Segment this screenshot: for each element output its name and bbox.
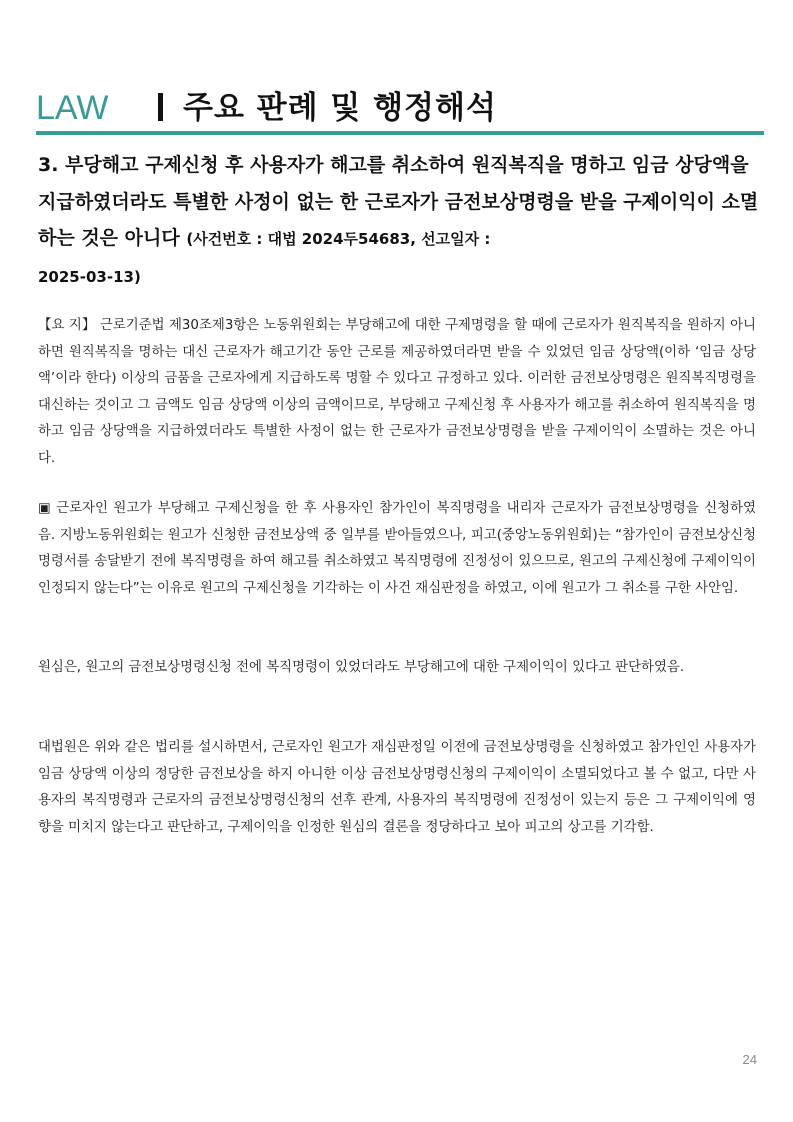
header-separator-bar <box>158 93 163 121</box>
header-rule <box>36 131 764 135</box>
page-number: 24 <box>742 1052 757 1067</box>
case-meta-date: 2025-03-13) <box>38 267 141 286</box>
summary-paragraph: 【요 지】 근로기준법 제30조제3항은 노동위원회는 부당해고에 대한 구제명령을 할 때에 근로자가 원직복직을 원하지 아니하면 원직복직을 명하는 대신 근로자가 해고기간 동안 근로를 제공하였더라면 받을 수 있었던 임금 상당액(이하 ‘임금 상당액’이라 한다) 이상의 금품을 근로자에게 지급하도록 명할 수 있다고 규정하고 있다. 이러한 금전보상명령은 원직복직명령을 대신하는 것이고 그 금액도 임금 상당액 이상의 금액이므로, 부당해고 구제신청 후 사용자가 해고를 취소하여 원직복직을 명하고 임금 상당액을 지급하였더라도 특별한 사정이 없는 한 근로자가 금전보상명령을 받을 구제이익이 소멸하는 것은 아니다. <box>38 318 756 466</box>
case-title <box>38 147 762 295</box>
case-title-text: 3. 부당해고 구제신청 후 사용자가 해고를 취소하여 원직복직을 명하고 임금 상당액을 지급하였더라도 특별한 사정이 없는 한 근로자가 금전보상명령을 받을 구제이익이 소멸하는 것은 아니다 <box>38 154 759 249</box>
page-header <box>36 88 760 128</box>
lower-court-paragraph: 원심은, 원고의 금전보상명령신청 전에 복직명령이 있었더라도 부당해고에 대한 구제이익이 있다고 판단하였음. <box>38 660 685 675</box>
section-title: 주요 판례 및 행정해석 <box>183 90 497 126</box>
supreme-court-paragraph: 대법원은 위와 같은 법리를 설시하면서, 근로자인 원고가 재심판정일 이전에 금전보상명령을 신청하였고 참가인인 사용자가 임금 상당액 이상의 정당한 금전보상을 하지 아니한 이상 금전보상명령신청의 구제이익이 소멸되었다고 볼 수 없고, 다만 사용자의 복직명령과 근로자의 금전보상명령신청의 선후 관계, 사용자의 복직명령에 진정성이 있는지 등은 그 구제이익에 영향을 미치지 않는다고 판단하고, 구제이익을 인정한 원심의 결론을 정당하다고 보아 피고의 상고를 기각함. <box>38 740 756 835</box>
brand-label: LAW <box>36 89 109 127</box>
case-meta-number: (사건번호 : 대법 2024두54683, 선고일자 : <box>186 230 491 248</box>
facts-paragraph: ▣ 근로자인 원고가 부당해고 구제신청을 한 후 사용자인 참가인이 복직명령을 내리자 근로자가 금전보상명령을 신청하였음. 지방노동위원회는 원고가 신청한 금전보상액 중 일부를 받아들였으나, 피고(중앙노동위원회)는 “참가인이 금전보상신청명령서를 송달받기 전에 복직명령을 하여 해고를 취소하였고 복직명령에 진정성이 있으므로, 원고의 구제신청에 구제이익이 인정되지 않는다”는 이유로 원고의 구제신청을 기각하는 이 사건 재심판정을 하였고, 이에 원고가 그 취소를 구한 사안임. <box>38 501 756 596</box>
